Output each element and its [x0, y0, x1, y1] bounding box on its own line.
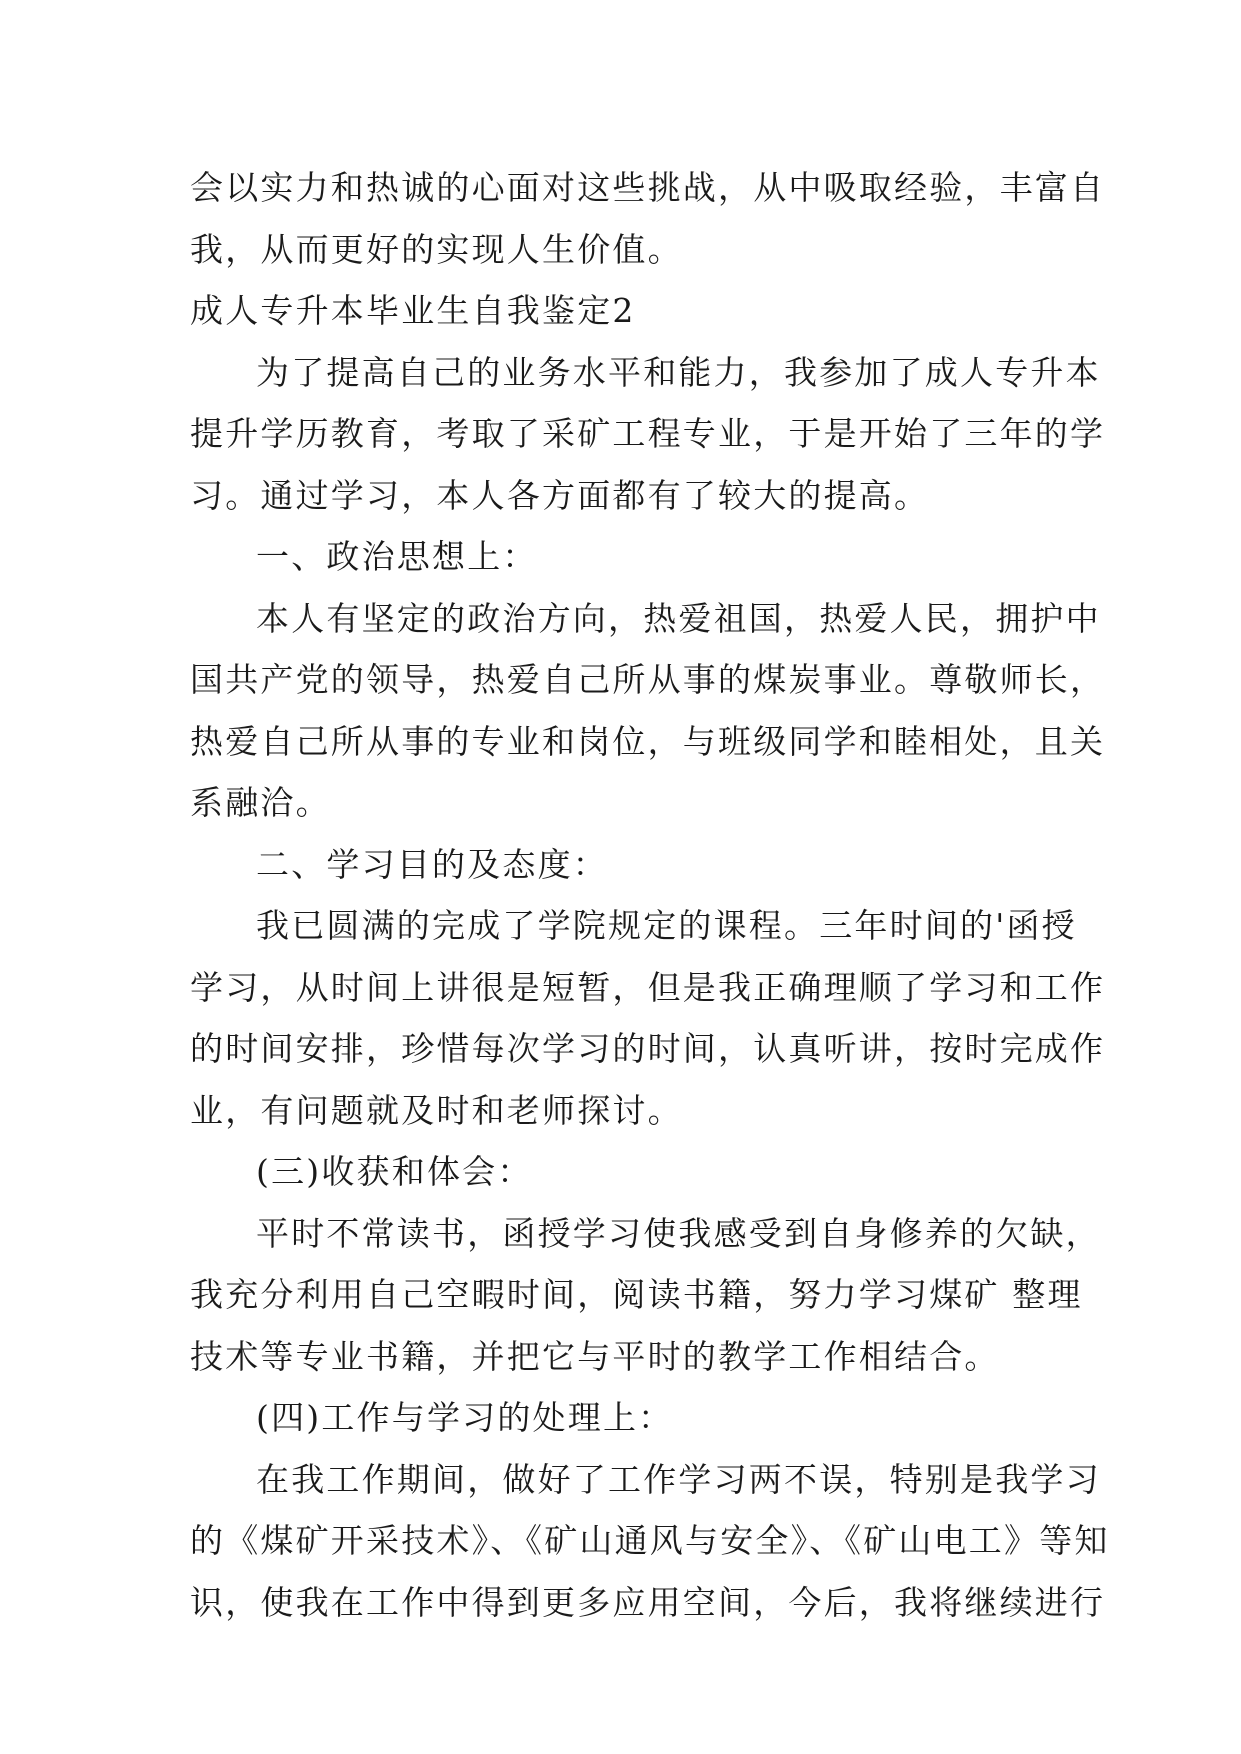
- text-line: 学习，从时间上讲很是短暂，但是我正确理顺了学习和工作: [190, 967, 1106, 1007]
- document-body: [190, 157, 1110, 1633]
- text-line: 的时间安排，珍惜每次学习的时间，认真听讲，按时完成作: [190, 1029, 1106, 1068]
- text-line: 的《煤矿开采技术》、《矿山通风与安全》、《矿山电工》等知: [190, 1521, 1110, 1560]
- text-line: 习。通过学习，本人各方面都有了较大的提高。: [190, 475, 930, 515]
- text-line: 一、政治思想上：: [256, 537, 538, 576]
- text-line: 本人有坚定的政治方向，热爱祖国，热爱人民，拥护中: [256, 598, 1101, 638]
- text-line: 业，有问题就及时和老师探讨。: [190, 1090, 683, 1130]
- text-line: 我，从而更好的实现人生价值。: [190, 229, 683, 269]
- text-line: (四)工作与学习的处理上：: [256, 1398, 674, 1437]
- text-line: 提升学历教育，考取了采矿工程专业，于是开始了三年的学: [190, 414, 1106, 453]
- text-line: 热爱自己所从事的专业和岗位，与班级同学和睦相处，且关: [190, 721, 1106, 761]
- text-line: 识，使我在工作中得到更多应用空间，今后，我将继续进行: [190, 1582, 1106, 1622]
- text-line: (三)收获和体会：: [256, 1152, 533, 1191]
- text-line: 二、学习目的及态度：: [256, 844, 608, 884]
- text-line: 在我工作期间，做好了工作学习两不误，特别是我学习: [256, 1459, 1101, 1499]
- text-line: 会以实力和热诚的心面对这些挑战，从中吸取经验，丰富自: [190, 168, 1106, 207]
- text-line: 国共产党的领导，热爱自己所从事的煤炭事业。尊敬师长，: [190, 660, 1106, 699]
- text-line: 我已圆满的完成了学院规定的课程。三年时间的'函授: [256, 906, 1077, 945]
- text-line: 平时不常读书，函授学习使我感受到自身修养的欠缺，: [256, 1213, 1101, 1253]
- text-line: 系融洽。: [190, 783, 331, 822]
- text-line: 我充分利用自己空暇时间，阅读书籍，努力学习煤矿 整理: [190, 1275, 1083, 1314]
- text-line: 技术等专业书籍，并把它与平时的教学工作相结合。: [190, 1336, 1000, 1376]
- text-line: 为了提高自己的业务水平和能力，我参加了成人专升本: [256, 352, 1101, 392]
- text-line: 成人专升本毕业生自我鉴定2: [190, 291, 636, 330]
